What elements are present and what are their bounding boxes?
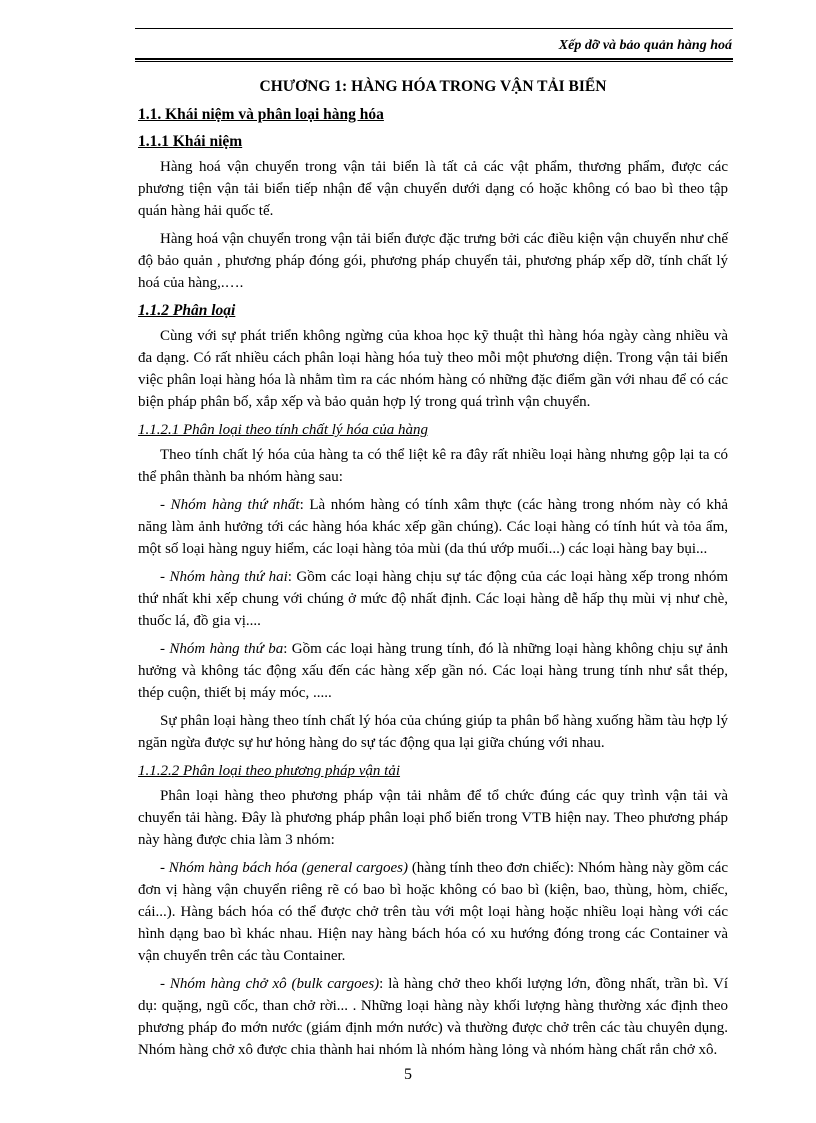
group-item [138, 566, 728, 632]
group-text: : Gồm các loại hàng trung tính, đó là những loại hàng không chịu sự ảnh hưởng và không tác động xấu đến các hàng xếp gần nó. Các loại hàng trung tính như sắt thép, thép cuộn, thiết bị máy móc, ..... [138, 641, 728, 701]
running-header: Xếp dỡ và bảo quản hàng hoá [558, 38, 732, 53]
group-label: - Nhóm hàng bách hóa (general cargoes) [160, 860, 409, 876]
group-item [138, 494, 728, 560]
group-label: - Nhóm hàng thứ nhất [160, 497, 300, 513]
group-text: : là hàng chở theo khối lượng lớn, đồng nhất, trần bì. Ví dụ: quặng, ngũ cốc, than chở rời... . Những loại hàng này khối lượng hàng thường xác định theo phương pháp đo mớn nước (giám định mớn nước) và thường được chở trên các tàu chuyên dụng. Nhóm hàng chở xô được chia thành hai nhóm là nhóm hàng lỏng và nhóm hàng chất rắn chở xô. [138, 976, 728, 1058]
group-item [138, 638, 728, 704]
group-item [138, 973, 728, 1061]
header-rule-thick [135, 58, 733, 60]
paragraph: Phân loại hàng theo phương pháp vận tải nhằm để tổ chức đúng các quy trình vận tải và chuyển tải hàng. Đây là phương pháp phân loại phổ biến trong VTB hiện nay. Theo phương pháp này hàng được chia làm 3 nhóm: [138, 788, 728, 848]
section-heading-1-1-2-1: 1.1.2.1 Phân loại theo tính chất lý hóa của hàng [138, 422, 428, 438]
paragraph: Hàng hoá vận chuyển trong vận tải biển là tất cả các vật phẩm, thương phẩm, được các phương tiện vận tải biển tiếp nhận để vận chuyển dưới dạng có hoặc không có bao bì theo tập quán hàng hải quốc tế. [138, 159, 728, 219]
body-content [138, 76, 728, 1067]
page-number: 5 [404, 1066, 412, 1083]
section-heading-1-1: 1.1. Khái niệm và phân loại hàng hóa [138, 106, 384, 123]
section-heading-1-1-1: 1.1.1 Khái niệm [138, 133, 243, 150]
group-label: - Nhóm hàng thứ hai [160, 569, 288, 585]
paragraph: Theo tính chất lý hóa của hàng ta có thể liệt kê ra đây rất nhiều loại hàng nhưng gộp lại ta có thể phân thành ba nhóm hàng sau: [138, 447, 728, 485]
section-heading-1-1-2: 1.1.2 Phân loại [138, 302, 236, 319]
header-rule-top [135, 28, 733, 29]
header-rule-thin [135, 61, 733, 62]
group-text: : Gồm các loại hàng chịu sự tác động của các loại hàng xếp trong nhóm thứ nhất khi xếp chung với chúng ở mức độ nhất định. Các loại hàng dễ hấp thụ mùi vị như chè, thuốc lá, đồ gia vị.... [138, 569, 728, 629]
paragraph: Sự phân loại hàng theo tính chất lý hóa của chúng giúp ta phân bổ hàng xuống hầm tàu hợp lý ngăn ngừa được sự hư hỏng hàng do sự tác động qua lại giữa chúng với nhau. [138, 713, 728, 751]
paragraph: Hàng hoá vận chuyển trong vận tải biển được đặc trưng bởi các điều kiện vận chuyển như chế độ bảo quản , phương pháp đóng gói, phương pháp chuyển tải, phương pháp xếp dỡ, tính chất lý hoá của hàng,.…. [138, 231, 728, 291]
group-text: (hàng tính theo đơn chiếc): Nhóm hàng này gồm các đơn vị hàng vận chuyển riêng rẽ có bao bì hoặc không có bao bì (kiện, bao, thùng, hòm, chiếc, cái...). Hàng bách hóa có thể được chở trên tàu với một loại hàng hoặc nhiều loại hàng với các hình dạng bao bì khác nhau. Hiện nay hàng bách hóa có xu hướng đóng trong các Container và vận chuyển trên các tàu Container. [138, 860, 728, 964]
group-label: - Nhóm hàng thứ ba [160, 641, 284, 657]
chapter-title: CHƯƠNG 1: HÀNG HÓA TRONG VẬN TẢI BIỂN [259, 78, 607, 95]
group-item [138, 857, 728, 967]
group-text: : Là nhóm hàng có tính xâm thực (các hàng trong nhóm này có khả năng làm ảnh hưởng tới các hàng hóa khác xếp gần chúng). Các loại hàng có tính hút và tỏa ẩm, một số loại hàng nguy hiểm, các loại hàng tỏa mùi (da thú ướp muối...) các loại hàng bay bụi... [138, 497, 728, 557]
group-label: - Nhóm hàng chở xô (bulk cargoes) [160, 976, 380, 992]
section-heading-1-1-2-2: 1.1.2.2 Phân loại theo phương pháp vận tải [138, 763, 401, 779]
paragraph: Cùng với sự phát triển không ngừng của khoa học kỹ thuật thì hàng hóa ngày càng nhiều và đa dạng. Có rất nhiều cách phân loại hàng hóa tuỳ theo mỗi một phương diện. Trong vận tải biển việc phân loại hàng hóa là nhằm tìm ra các nhóm hàng có những đặc điểm gần với nhau để có các biện pháp phân bố, xắp xếp và bảo quản hợp lý trong quá trình vận chuyển. [138, 328, 728, 410]
